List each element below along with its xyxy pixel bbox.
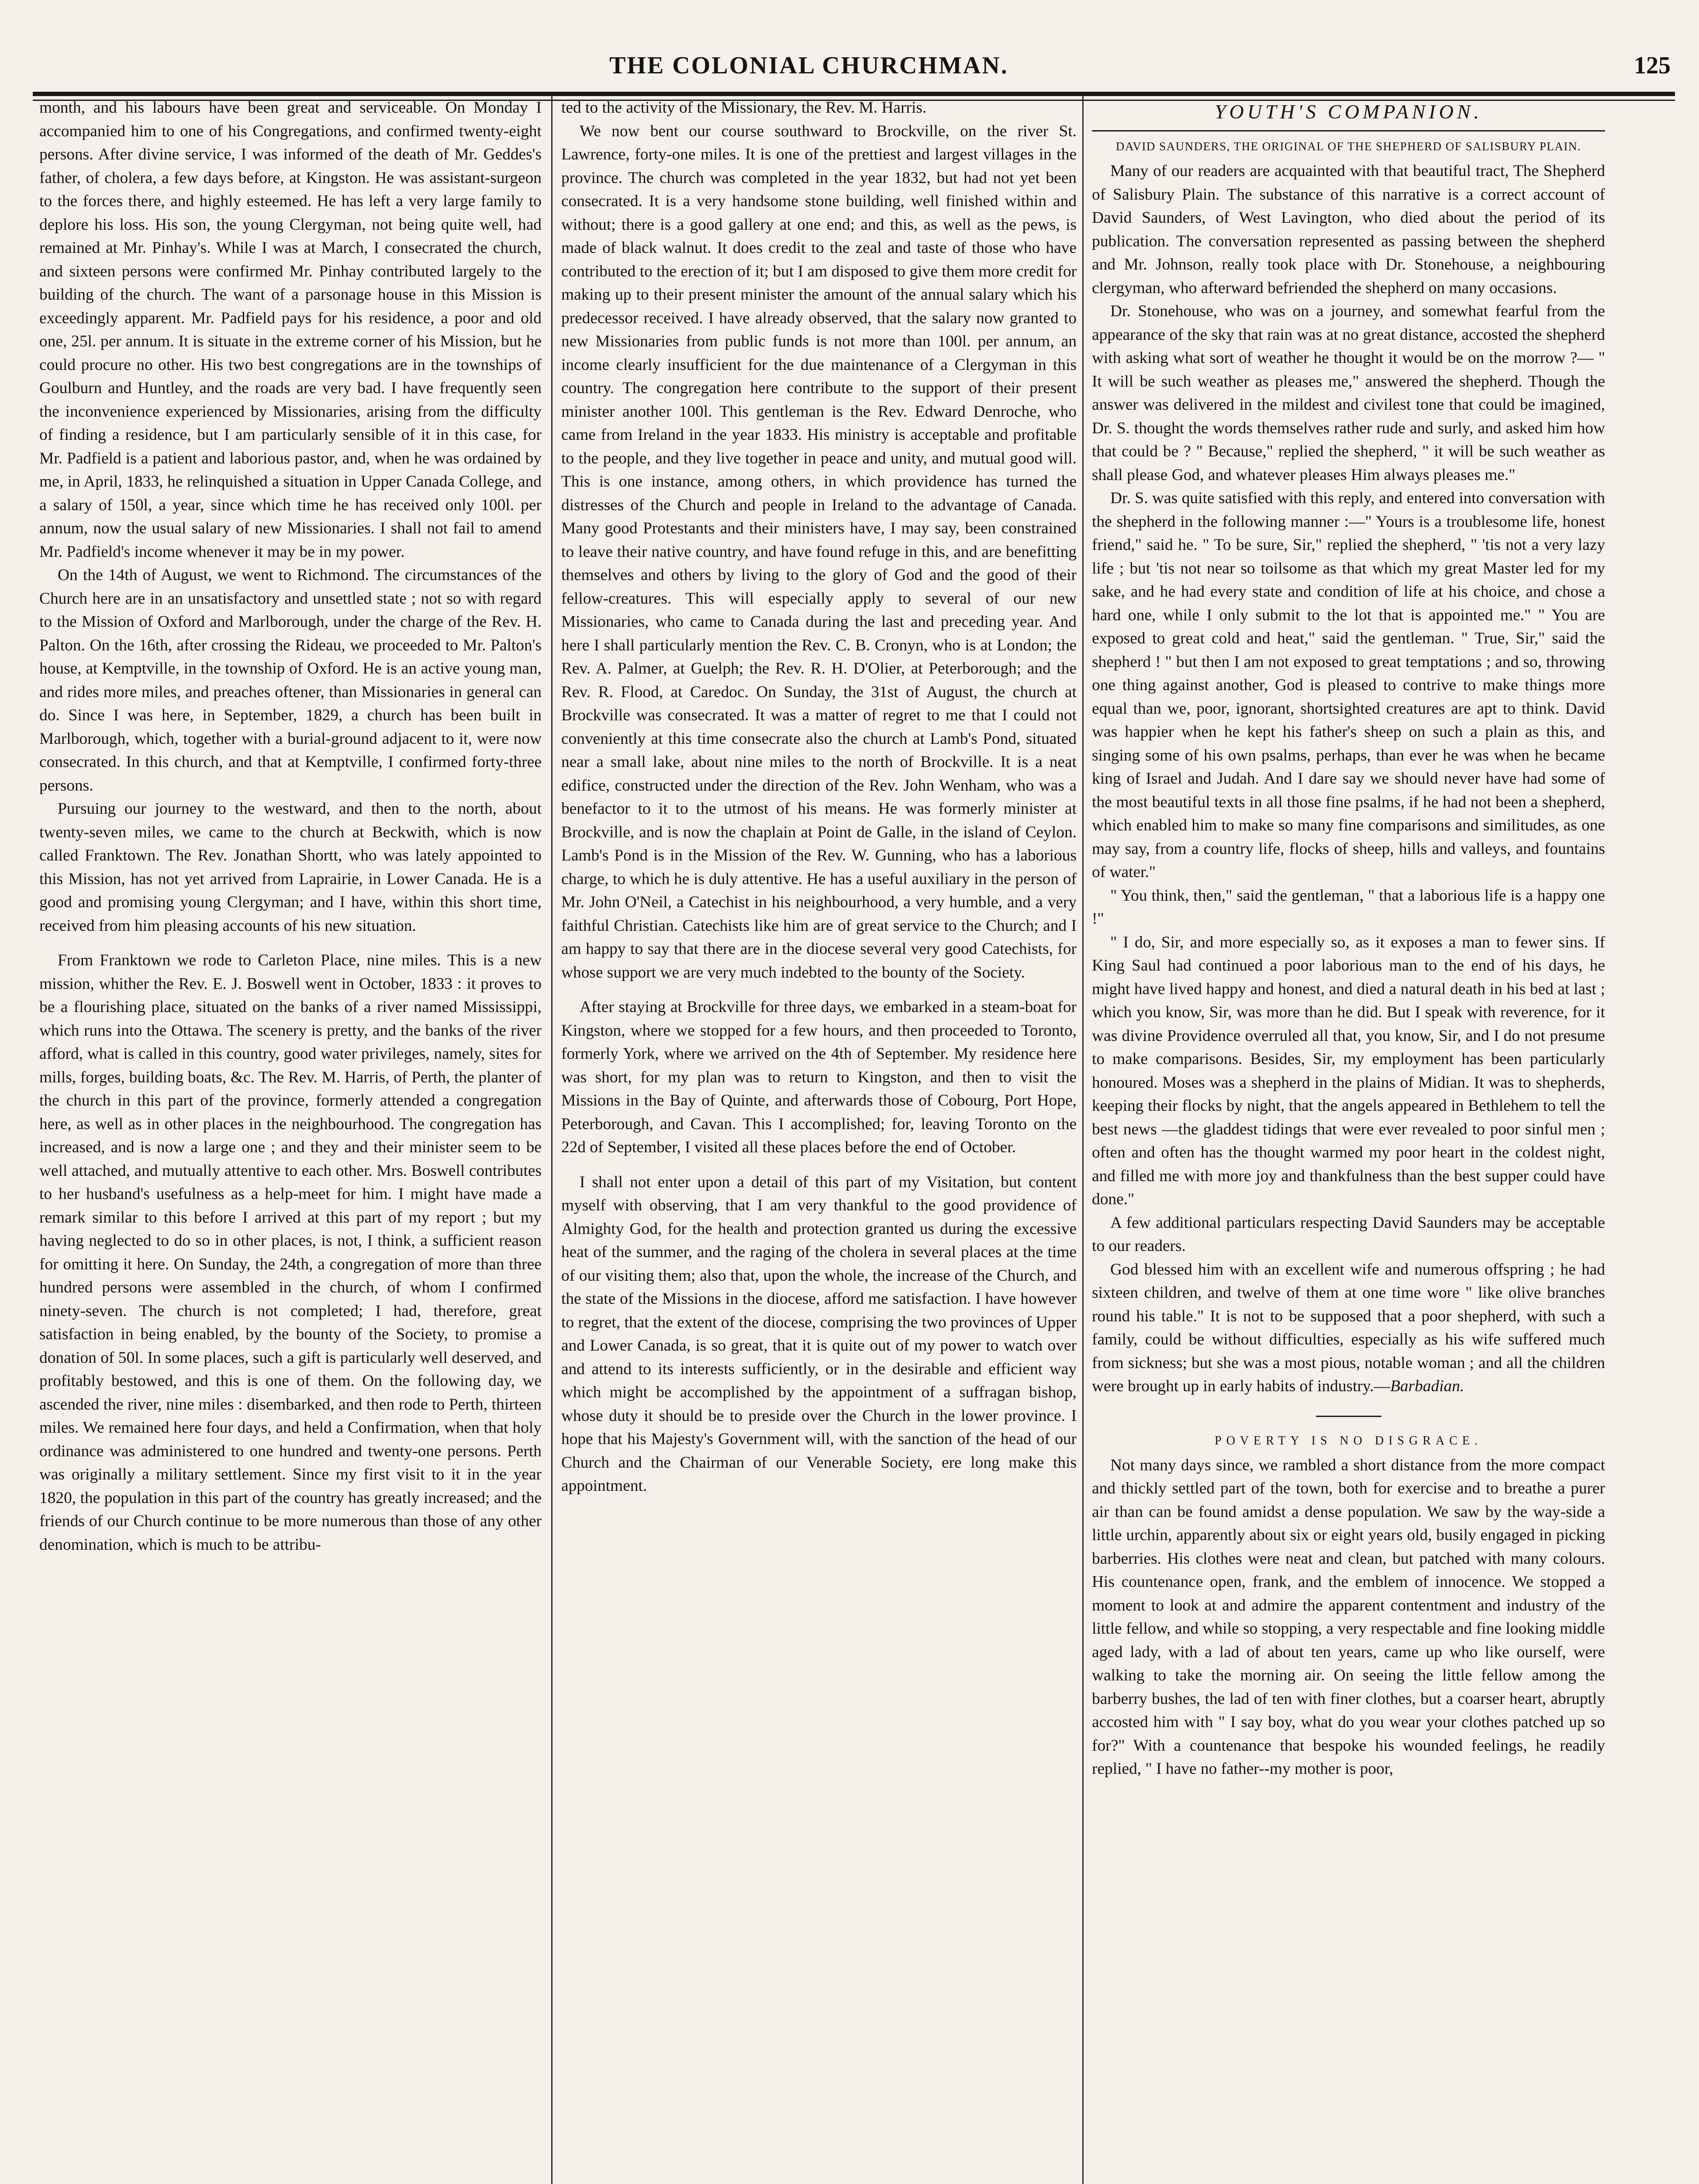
- section-title: YOUTH'S COMPANION.: [1214, 100, 1483, 123]
- column-1: [39, 96, 542, 2184]
- article1-paragraph: [1092, 1258, 1605, 1398]
- article1-paragraph: " I do, Sir, and more especially so, as it exposes a man to fewer sins. If King Saul had continued a poor laborious man to the end of his days, he might have lived happy and honest, and died a natural death in his bed at last ; which you know, Sir, was more than he did. But I speak with reverence, for it was divine Providence overruled all that, you know, Sir, and I do not presume to make comparisons. Besides, Sir, my employment has been particularly honoured. Moses was a shepherd in the plains of Midian. It was to shepherds, keeping their flocks by night, that the angels appeared in Bethlehem to tell the best news —the gladdest tidings that were ever revealed to poor sinful men ; often and often has the thought warmed my poor heart in the coldest night, and filled me with more joy and thankfulness than the best supper could have done.": [1092, 933, 1605, 1208]
- article1-paragraph: A few additional particulars respecting David Saunders may be acceptable to our readers.: [1092, 1213, 1605, 1255]
- column1-paragraph: month, and his labours have been great and serviceable. On Monday I accompanied him to one of his Congregations, and confirmed twenty-eight persons. After divine service, I was informed of the death of Mr. Geddes's father, of cholera, a few days before, at Kingston. He was assistant-surgeon to the forces there, and highly esteemed. He has left a very large family to deplore his loss. His son, the young Clergyman, not being quite well, had remained at Mr. Pinhay's. While I was at March, I consecrated the church, and sixteen persons were confirmed Mr. Pinhay contributed largely to the building of the church. The want of a parsonage house in this Mission is exceedingly apparent. Mr. Padfield pays for his residence, a poor and old one, 25l. per annum. It is situate in the extreme corner of his Mission, but he could procure no other. His two best congregations are in the townships of Goulburn and Huntley, and the roads are very bad. I have frequently seen the inconvenience experienced by Missionaries, arising from the difficulty of finding a residence, but I am particularly sensible of it in this case, for Mr. Padfield is a patient and laborious pastor, and, when he was ordained by me, in April, 1833, he relinquished a situation in Upper Canada College, and a salary of 150l, a year, since which time he has received only 100l. per annum, now the usual salary of new Missionaries. I shall not fail to amend Mr. Padfield's income whenever it may be in my power.: [39, 99, 542, 561]
- column1-paragraph: From Franktown we rode to Carleton Place, nine miles. This is a new mission, whither the Rev. E. J. Boswell went in October, 1833 : it proves to be a flourishing place, situated on the banks of a river named Mississippi, which runs into the Ottawa. The scenery is pretty, and the banks of the river afford, what is called in this country, good water privileges, namely, sites for mills, forges, building boats, &c. The Rev. M. Harris, of Perth, the planter of the church in this part of the province, formerly attended a congregation here, as well as in other places in the neighbourhood. The congregation has increased, and is now a large one ; and they and their minister seem to be well attached, and mutually attentive to each other. Mrs. Boswell contributes to her husband's usefulness as a help-meet for him. I might have made a remark similar to this before I arrived at this part of my report ; but my having neglected to do so in other places, is not, I think, a sufficient reason for omitting it here. On Sunday, the 24th, a congregation of more than three hundred persons were assembled in the church, of whom I confirmed ninety-seven. The church is not completed; I had, therefore, great satisfaction in being enabled, by the bounty of the Society, to promise a donation of 50l. In some places, such a gift is particularly well deserved, and profitably bestowed, and this is one of them. On the following day, we ascended the river, nine miles : disembarked, and then rode to Perth, thirteen miles. We remained here four days, and held a Confirmation, when that holy ordinance was administered to one hundred and twenty-one persons. Perth was originally a military settlement. Since my first visit to it in the year 1820, the population in this part of the country has greatly increased; and the friends of our Church continue to be more numerous than those of any other denomination, which is much to be attribu-: [39, 951, 542, 1554]
- column1-paragraph: Pursuing our journey to the westward, and then to the north, about twenty-seven miles, we came to the church at Beckwith, which is now called Franktown. The Rev. Jonathan Shortt, who was lately appointed to this Mission, has not yet arrived from Laprairie, in Lower Canada. He is a good and promising young Clergyman; and I have, within this short time, received from him pleasing accounts of his new situation.: [39, 800, 542, 935]
- column2-paragraph: After staying at Brockville for three days, we embarked in a steam-boat for Kingston, where we stopped for a few hours, and then proceeded to Toronto, formerly York, where we arrived on the 4th of September. My residence here was short, for my plan was to return to Kingston, and then to visit the Missions in the Bay of Quinte, and afterwards those of Cobourg, Port Hope, Peterborough, and Cavan. This I accomplished; for, leaving Toronto on the 22d of September, I visited all these places before the end of October.: [561, 998, 1077, 1156]
- article1-final-text: God blessed him with an excellent wife and numerous offspring ; he had sixteen children, and twelve of them at one time wore " like olive branches round his table." It is not to be supposed that a poor shepherd, with such a family, could be without difficulties, especially as his wife suffered much from sickness; but she was a most pious, notable woman ; and all the children were brought up in early habits of industry.—: [1092, 1260, 1605, 1395]
- article-signature: Barbadian.: [1390, 1377, 1464, 1395]
- column-2: [561, 96, 1077, 2184]
- column-divider-1: [551, 96, 553, 2184]
- column-3: [1092, 96, 1605, 2184]
- article-headline: POVERTY IS NO DISGRACE.: [1215, 1434, 1482, 1448]
- article-headline: DAVID SAUNDERS, THE ORIGINAL OF THE SHEPHERD OF SALISBURY PLAIN.: [1115, 140, 1582, 153]
- newspaper-title: THE COLONIAL CHURCHMAN.: [609, 52, 1008, 79]
- column2-paragraph: I shall not enter upon a detail of this part of my Visitation, but content myself with observing, that I am very thankful to the good providence of Almighty God, for the health and protection granted us during the excessive heat of the summer, and the raging of the cholera in several places at the time of our visiting them; also that, upon the whole, the increase of the Church, and the state of the Missions in the diocese, afford me satisfaction. I have however to regret, that the extent of the diocese, comprising the two provinces of Upper and Lower Canada, is so great, that it is quite out of my power to watch over and attend to its interests sufficiently, or in the desirable and efficient way which might be accomplished by the appointment of a suffragan bishop, whose duty it should be to preside over the Church in the lower province. I hope that his Majesty's Government will, with the sanction of the head of our Church and the Chairman of our Venerable Society, ere long make this appointment.: [561, 1173, 1077, 1495]
- page-number: 125: [1634, 52, 1671, 79]
- article-separator-rule: [1316, 1416, 1381, 1417]
- article1-paragraph: Many of our readers are acquainted with that beautiful tract, The Shepherd of Salisbury Plain. The substance of this narrative is a correct account of David Saunders, of West Lavington, who died about the period of its publication. The conversation represented as passing between the shepherd and Mr. Johnson, really took place with Dr. Stonehouse, a neighbouring clergyman, who afterward befriended the shepherd on many occasions.: [1092, 162, 1605, 297]
- column2-paragraph: We now bent our course southward to Brockville, on the river St. Lawrence, forty-one miles. It is one of the prettiest and largest villages in the province. The church was completed in the year 1832, but had not yet been consecrated. It is a very handsome stone building, well finished within and without; there is a good gallery at one end; and this, as well as the pews, is made of black walnut. It does credit to the zeal and taste of those who have contributed to the erection of it; but I am disposed to give them more credit for making up to their present minister the amount of the annual salary which his predecessor received. I have already observed, that the salary now granted to new Missionaries from public funds is not more than 100l. per annum, an income clearly insufficient for the due maintenance of a Clergyman in this country. The congregation here contribute to the support of their present minister another 100l. This gentleman is the Rev. Edward Denroche, who came from Ireland in the year 1833. His ministry is acceptable and profitable to the people, and they live together in peace and unity, and mutual good will. This is one instance, among others, in which providence has turned the distresses of the Church and people in Ireland to the advantage of Canada. Many good Protestants and their ministers have, I may say, been constrained to leave their native country, and have found refuge in this, and are benefitting themselves and others by living to the glory of God and the good of their fellow-creatures. This will especially apply to several of our new Missionaries, who came to Canada during the last and preceding year. And here I shall particularly mention the Rev. C. B. Cronyn, who is at London; the Rev. A. Palmer, at Guelph; the Rev. R. H. D'Olier, at Peterborough; and the Rev. R. Flood, at Caredoc. On Sunday, the 31st of August, the church at Brockville was consecrated. It was a matter of regret to me that I could not conveniently at this time consecrate also the church at Lamb's Pond, situated near a small lake, about nine miles to the north of Brockville. It is a neat edifice, constructed under the direction of the Rev. John Wenham, who was a benefactor to it to the utmost of his means. He was formerly minister at Brockville, and is now the chaplain at Point de Galle, in the island of Ceylon. Lamb's Pond is in the Mission of the Rev. W. Gunning, who has a laborious charge, to which he is duly attentive. He has a useful auxiliary in the person of Mr. John O'Neil, a Catechist in his neighbourhood, a very humble, and a very faithful Christian. Catechists like him are of great service to the Church; and I am happy to say that there are in the diocese several very good Catechists, for whose support we are very much indebted to the bounty of the Society.: [561, 122, 1077, 981]
- article1-paragraph: Dr. S. was quite satisfied with this reply, and entered into conversation with the shepherd in the following manner :—" Yours is a troublesome life, honest friend," said he. " To be sure, Sir," replied the shepherd, " 'tis not a very lazy life ; but 'tis not near so toilsome as that which my great Master led for my sake, and he had every state and condition of life at his choice, and chose a hard one, while I only submit to the lot that is appointed me." " You are exposed to great cold and heat," said the gentleman. " True, Sir," said the shepherd ! " but then I am not exposed to great temptations ; and so, throwing one thing against another, God is pleased to contrive to make things more equal than we, poor, ignorant, shortsighted creatures are apt to think. David was happier when he kept his father's sheep on such a plain as this, and singing some of his own psalms, perhaps, than ever he was when he became king of Israel and Judah. And I dare say we should never have had some of the most beautiful texts in all those fine psalms, if he had not been a shepherd, which enabled him to make so many fine comparisons and similitudes, as one may say, from a country life, flocks of sheep, hills and valleys, and fountains of water.": [1092, 489, 1605, 881]
- masthead-thick-rule: [33, 92, 1675, 96]
- column1-paragraph: On the 14th of August, we went to Richmond. The circumstances of the Church here are in an unsatisfactory and unsettled state ; not so with regard to the Mission of Oxford and Marlborough, under the charge of the Rev. H. Palton. On the 16th, after crossing the Rideau, we proceeded to Mr. Palton's house, at Kemptville, in the township of Oxford. He is an active young man, and rides more miles, and preaches oftener, than Missionaries in general can do. Since I was here, in September, 1829, a church has been built in Marlborough, which, together with a burial-ground adjacent to it, were now consecrated. In this church, and that at Kemptville, I confirmed forty-three persons.: [39, 566, 542, 795]
- column-divider-2: [1082, 96, 1084, 2184]
- article1-paragraph: Dr. Stonehouse, who was on a journey, and somewhat fearful from the appearance of the sky that rain was at no great distance, accosted the shepherd with asking what sort of weather he thought it would be on the morrow ?— " It will be such weather as pleases me," answered the shepherd. Though the answer was delivered in the mildest and civilest tone that could be imagined, Dr. S. thought the words themselves rather rude and surly, and asked him how that could be ? " Because," replied the shepherd, " it will be such weather as shall please God, and whatever pleases Him always pleases me.": [1092, 302, 1605, 484]
- article2-paragraph: Not many days since, we rambled a short distance from the more compact and thickly settled part of the town, both for exercise and to breathe a purer air than can be found amidst a dense population. We saw by the way-side a little urchin, apparently about six or eight years old, busily engaged in picking barberries. His clothes were neat and clean, but patched with many colours. His countenance open, frank, and the emblem of innocence. We stopped a moment to look at and admire the apparent contentment and industry of the little fellow, and while so stopping, a very respectable and fine looking middle aged lady, with a lad of about ten years, came up who like ourself, were walking to take the morning air. On seeing the little fellow among the barberry bushes, the lad of ten with finer clothes, but a coarser heart, abruptly accosted him with " I say boy, what do you wear your clothes patched up so for?" With a countenance that bespoke his wounded feelings, he readily replied, " I have no father--my mother is poor,: [1092, 1456, 1605, 1778]
- section-title-rule: [1092, 130, 1605, 131]
- article1-paragraph: " You think, then," said the gentleman, " that a laborious life is a happy one !": [1092, 886, 1605, 928]
- masthead: [33, 17, 1684, 92]
- column2-paragraph: ted to the activity of the Missionary, the Rev. M. Harris.: [561, 99, 927, 117]
